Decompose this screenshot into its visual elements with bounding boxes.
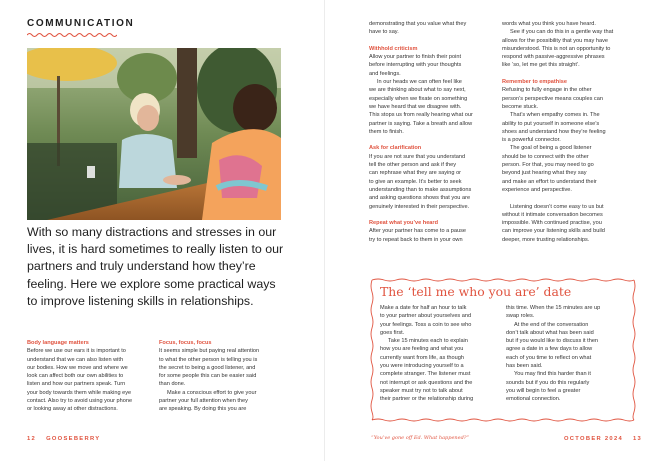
heading-focus: Focus, focus, focus [159,340,212,346]
c1-line: look can affect both our own abilities to [27,373,124,380]
c4-line: person. For that, you may need to go [502,162,594,169]
c3-line: them to finish. [369,128,404,135]
box-line: agree a date in a few days to allow [506,346,593,353]
box-line: swap roles. [506,313,535,320]
squiggle-divider [27,32,117,38]
c1-line: your body towards them while making eye [27,389,132,396]
box-line: goes first. [380,329,405,336]
c4-line: like ‘so, let me get this straight’. [502,62,580,69]
c3-line: before interrupting with your thoughts [369,62,462,69]
box-line: each of you time to reflect on what [506,354,592,361]
c4-line: See if you can do this in a gentle way that [510,29,614,36]
c4-line: allows for the possibility that you may have [502,37,609,44]
box-line: don’t talk about what has been said [506,329,594,336]
c4-line: ability to put yourself in someone else’s [502,120,600,127]
c4-line: Refusing to fully engage in the other [502,87,592,94]
box-line: this time. When the 15 minutes are up [506,305,601,311]
box-line: complete stranger. The listener must [380,371,471,378]
box-line: currently want from life, as though [380,354,464,361]
box-line: speaker must try not to talk about [380,387,463,394]
box-line: you were introducing yourself to a [380,363,464,370]
c4-line: should be to connect with the other [502,153,589,160]
c4-line: That’s when empathy comes in. The [510,112,600,119]
c3-line: and feelings. [369,70,401,77]
c3-line: we are thinking about what to say next, [369,87,466,94]
c1-line: our bodies. How we move and where we [27,364,128,371]
c3-line: tell the other person and ask if they [369,162,457,169]
c4-line: beyond just hearing what they say [502,170,587,177]
c3-line: try to repeat back to them in your own [369,236,463,243]
c3-line: have to say. [369,29,399,36]
c3-line: After your partner has come to a pause [369,228,467,235]
c3-line: can rephrase what they are saying or [369,170,462,177]
box-line: sounds but if you do this regularly [506,379,590,386]
c4-line: can improve your listening skills and build [502,228,605,235]
c2-line: to what the other person is telling you is [159,356,258,363]
c4-line: experience and perspective. [502,186,572,193]
boxout-left-column [380,304,502,404]
c3-line: understanding than to make assumptions [369,186,472,193]
c1-line: Before we use our ears it is important to [27,348,126,355]
heading-withhold: Withhold criticism [369,45,418,52]
box-line: how you are feeling and what you [380,346,464,353]
c4-line: respond with passive-aggressive phrases [502,54,605,61]
boxout [370,276,636,424]
box-line: you will begin to feel a greater [506,387,581,394]
box-line: to your partner about yourselves and [380,313,472,320]
c1-line: or looking away at other distractions. [27,406,118,413]
c4-line: is a powerful connector. [502,137,561,144]
boxout-title: The ‘tell me who you are’ date [380,284,572,299]
section-title: COMMUNICATION [27,18,135,29]
column-4 [502,20,632,244]
c4-line: The goal of being a good listener [510,145,592,152]
footer-quote: “You’ve gone off Ed. What happened?” [371,435,470,441]
box-line: has been said. [506,363,543,370]
c4-line: and make an effort to understand their [502,178,597,185]
c2-line: the secret to being a good listener, and [159,364,256,371]
c3-line: In our heads we can often feel like [377,79,462,86]
c3-line: If you are not sure that you understand [369,153,466,160]
boxout-right-column [506,304,630,404]
box-line: At the end of the conversation [514,321,589,328]
c1-line: listen and how our partners speak. Turn [27,381,126,388]
box-line: Make a date for half an hour to talk [380,305,467,311]
c3-line: genuinely interested in their perspective. [369,203,470,210]
box-line: your feelings. Toss a coin to see who [380,321,472,328]
c3-line: especially when we fixate on something [369,95,468,102]
c4-line: become stuck. [502,103,539,110]
c1-line: understand that we can also listen with [27,356,124,363]
page-number-right: 13 [633,436,643,442]
couple-photo [27,48,281,220]
c4-line: without it intimate conversation becomes [502,211,603,218]
c4-line: deeper, more trusting relationships. [502,236,590,243]
c1-line: contact. Also try to avoid using your phone [27,398,133,405]
column-3 [369,20,493,244]
c3-line: demonstrating that you value what they [369,21,467,27]
box-line: You may find this harder than it [514,371,591,378]
box-line: but if you would like to discuss it then [506,338,599,345]
c3-line: Allow your partner to finish their point [369,54,462,61]
folio-right [564,436,642,442]
box-line: emotional connection. [506,396,561,403]
magazine-title: GOOSEBERRY [46,436,101,442]
c3-line: partner is saying. Take a breath and allow [369,120,473,127]
c3-line: and asking questions shows that you are [369,195,471,202]
page-number-left: 12 [27,436,37,442]
standfirst: With so many distractions and stresses in our lives, it is hard sometimes to really listen to our partners and truly understand how they’re feeling. Here we explore some practical ways to improve listening skills in relationships. [27,225,284,308]
heading-empathise: Remember to empathise [502,79,567,86]
column-2 [159,339,283,414]
c2-line: partner your full attention when they [159,398,248,405]
column-1 [27,339,151,414]
c4-line: person’s perspective means couples can [502,95,603,102]
c4-line: shoes and understand how they’re feeling [502,128,606,135]
c2-line: Make a conscious effort to give your [167,389,257,396]
c2-line: for some people this can be easier said [159,373,257,380]
box-line: Take 15 minutes each to explain [388,338,468,345]
c4-line: Listening doesn’t come easy to us but [510,203,604,210]
box-line: not interrupt or ask questions and the [380,379,473,386]
c2-line: than done. [159,381,186,388]
c4-line: misunderstood. This is not an opportunity to [502,45,611,52]
c3-line: we have heard that we disagree with. [369,103,462,110]
c3-line: to give an example. It’s better to seek [369,178,462,185]
folio-left [27,436,100,442]
issue-date: OCTOBER 2024 [564,436,623,442]
c2-line: It seems simple but paying real attention [159,348,260,355]
c4-line: words what you think you have heard. [502,21,596,27]
heading-body-language: Body language matters [27,340,89,346]
heading-clarification: Ask for clarification [369,145,422,152]
heading-repeat: Repeat what you’ve heard [369,220,439,227]
box-line: their partner or the relationship during [380,396,474,403]
c4-line: impossible. With continued practise, you [502,220,602,227]
c2-line: are speaking. By doing this you are [159,406,247,413]
c3-line: This stops us from really hearing what our [369,112,473,119]
